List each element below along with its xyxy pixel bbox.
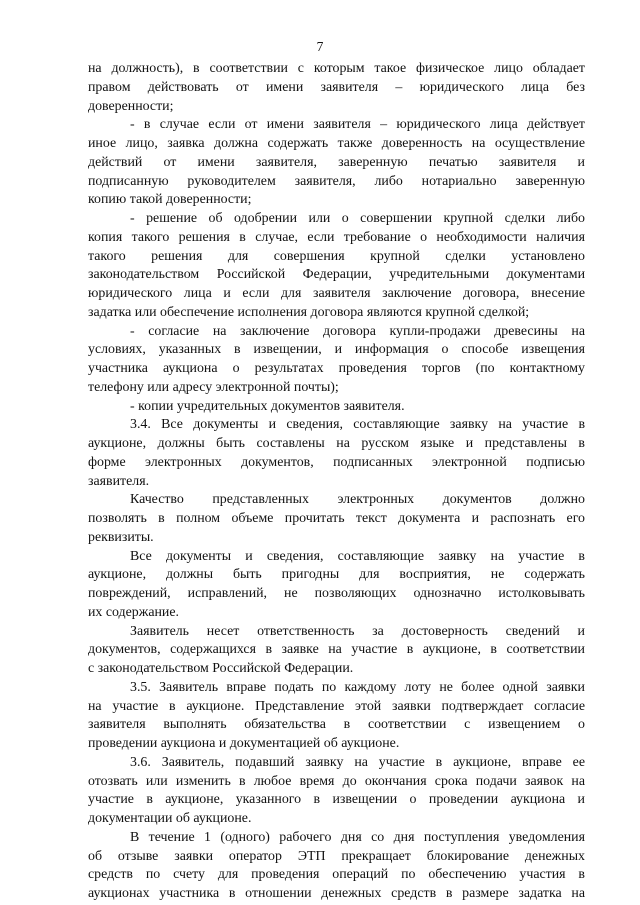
text-line: 3.5. Заявитель вправе подать по каждому лоту не более одной заявки <box>130 679 585 695</box>
text-line: позволять в полном объеме прочитать текст документа и распознать его <box>88 511 585 526</box>
text-line: на должность), в соответствии с которым такое физическое лицо обладает <box>88 61 585 76</box>
text-line: аукционе, должны быть составлены на русском языке и представлены в <box>88 436 585 451</box>
text-line: участника аукциона о результатах проведения торгов (по контактному <box>88 361 585 376</box>
text-line: отозвать или изменить в любое время до окончания срока подачи заявок на <box>88 773 585 789</box>
text-line: правом действовать от имени заявителя – юридического лица без <box>88 79 585 95</box>
text-line: аукционах участника в отношении денежных средств в размере задатка на <box>88 886 585 901</box>
text-line: заявителя выполнять обязательства в соответствии с извещением о <box>88 717 585 733</box>
text-line: на участие в аукционе. Представление этой заявки подтверждает согласие <box>88 698 585 714</box>
text-line: заявителя. <box>88 473 150 489</box>
text-line: юридического лица и если для заявителя заключение договора, внесение <box>88 286 585 301</box>
text-line: их содержание. <box>88 604 180 620</box>
text-line: задатка или обеспечение исполнения договора являются крупной сделкой; <box>88 304 530 320</box>
text-line: проведении аукциона и документацией об аукционе. <box>88 736 400 751</box>
text-line: 3.6. Заявитель, подавший заявку на участие в аукционе, вправе ее <box>130 754 585 770</box>
text-line: - согласие на заключение договора купли-продажи древесины на <box>130 323 585 339</box>
text-line: - в случае если от имени заявителя – юридического лица действует <box>130 117 585 133</box>
text-line: - решение об одобрении или о совершении крупной сделки либо <box>130 211 585 226</box>
text-line: условиях, указанных в извещении, и информация о способе извещения <box>88 342 585 358</box>
text-line: аукционе, должны быть пригодны для восприятия, не содержать <box>88 567 585 583</box>
text-line: действий от имени заявителя, заверенную печатью заявителя и <box>88 154 585 170</box>
text-line: копия такого решения в случае, если требование о необходимости наличия <box>88 229 585 245</box>
text-line: об отзыве заявки оператор ЭТП прекращает блокирование денежных <box>88 848 585 864</box>
text-line: - копии учредительных документов заявителя. <box>130 398 405 414</box>
text-line: копию такой доверенности; <box>88 192 252 208</box>
text-line: форме электронных документов, подписанных электронной подписью <box>88 454 585 470</box>
text-line: с законодательством Российской Федерации. <box>88 661 354 676</box>
text-line: участие в аукционе, указанного в извещении о проведении аукциона и <box>88 792 585 808</box>
document-body <box>88 60 585 904</box>
text-line: доверенности; <box>88 98 174 114</box>
text-line: такого решения для совершения крупной сделки установлено <box>88 248 585 264</box>
text-line: подписанную руководителем заявителя, либо нотариально заверенную <box>88 173 585 189</box>
page-number: 7 <box>316 39 324 54</box>
text-line: законодательством Российской Федерации, учредительными документами <box>88 267 585 283</box>
text-line: иное лицо, заявка должна содержать также доверенность на осуществление <box>88 136 585 151</box>
text-line: В течение 1 (одного) рабочего дня со дня поступления уведомления <box>130 829 585 845</box>
text-line: телефону или адресу электронной почты); <box>88 379 339 395</box>
text-line: документов, содержащихся в заявке на участие в аукционе, в соответствии <box>88 642 585 658</box>
text-line: средств по счету для проведения операций по обеспечению участия в <box>88 867 585 883</box>
text-line: реквизиты. <box>88 529 154 545</box>
text-line: документации об аукционе. <box>88 811 252 826</box>
text-line: Качество представленных электронных документов должно <box>130 492 585 508</box>
text-line: Все документы и сведения, составляющие заявку на участие в <box>130 548 585 564</box>
text-line: Заявитель несет ответственность за достоверность сведений и <box>130 623 585 639</box>
text-line: 3.4. Все документы и сведения, составляющие заявку на участие в <box>130 417 585 433</box>
text-line: повреждений, исправлений, не позволяющих однозначно истолковывать <box>88 586 585 601</box>
